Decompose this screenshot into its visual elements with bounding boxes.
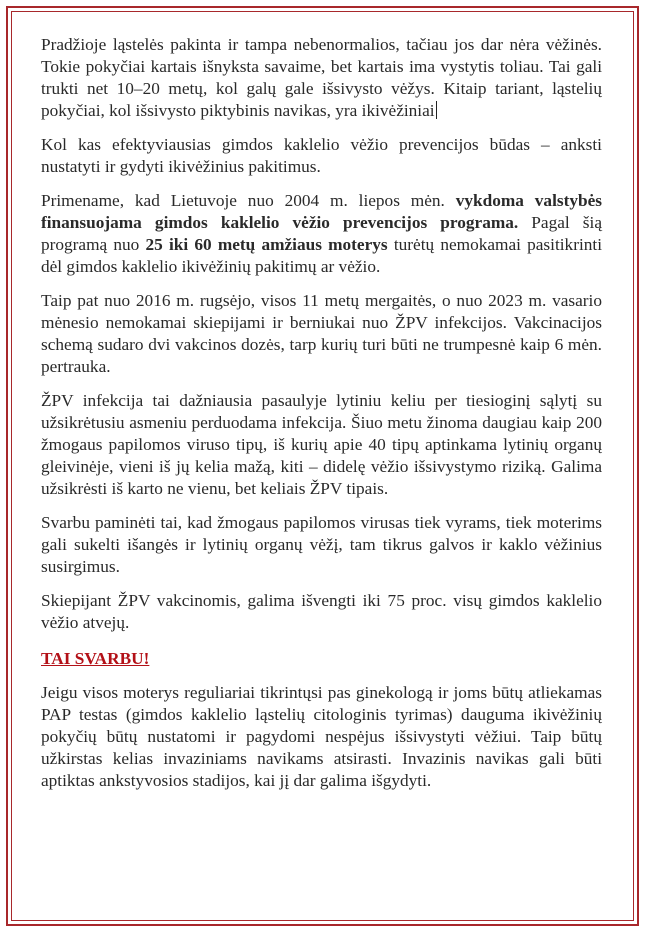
program-bold-name: vykdoma valstybės finansuojama gimdos kaklelio vėžio prevencijos programa. [41,191,602,232]
text-cursor [436,101,437,119]
paragraph-prevention-method: Kol kas efektyviausias gimdos kaklelio vėžio prevencijos būdas – anksti nustatyti ir gydyti ikivėžinius pakitimus. [41,135,602,176]
program-text-part1: Primename, kad Lietuvoje nuo 2004 m. liepos mėn. [41,191,456,210]
paragraph-vaccine-efficacy: Skiepijant ŽPV vakcinomis, galima išvengti iki 75 proc. visų gimdos kaklelio vėžio atvejų. [41,591,602,632]
program-text-part3: turėtų nemokamai pasitikrinti dėl gimdos kaklelio ikivėžinių pakitimų ar vėžio. [41,235,603,276]
important-heading: TAI SVARBU! [41,649,150,668]
program-bold-age: 25 iki 60 metų amžiaus moterys [145,235,388,254]
paragraph-pap-test: Jeigu visos moterys reguliariai tikrintųsi pas ginekologą ir joms būtų atliekamas PAP testas (gimdos kaklelio ląstelių citologinis tyrimas) dauguma ikivėžinių pokyčių būtų nustatomi ir pagydomi nespėjus išsivystyti vėžiui. Taip būtų užkirstas kelias invaziniams navikams atsirasti. Invazinis navikas gali būti aptiktas ankstyvosios stadijos, kai jį dar galima išgydyti. [41,683,602,790]
paragraph-hpv-cancers: Svarbu paminėti tai, kad žmogaus papilomos virusas tiek vyrams, tiek moterims gali sukelti išangės ir lytinių organų vėžį, tam tikrus galvos ir kaklo vėžinius susirgimus. [41,513,602,576]
program-text-part2: Pagal šią programą nuo [41,213,602,254]
paragraph-vaccination: Taip pat nuo 2016 m. rugsėjo, visos 11 metų mergaitės, o nuo 2023 m. vasario mėnesio nemokamai skiepijami ir berniukai nuo ŽPV infekcijos. Vakcinacijos schemą sudaro dvi vakcinos dozės, tarp kurių turi būti ne trumpesnė kaip 6 mėn. pertrauka. [41,291,602,376]
document-body [41,34,602,804]
paragraph-hpv-infection: ŽPV infekcija tai dažniausia pasaulyje lytiniu keliu per tiesioginį sąlytį su užsikrėtusiu asmeniu perduodama infekcija. Šiuo metu žinoma daugiau kaip 200 žmogaus papilomos viruso tipų, iš kurių apie 40 tipų aptinkama lytinių organų gleivinėje, vieni iš jų kelia mažą, kiti – didelę vėžio išsivystymo riziką. Galima užsikrėsti iš karto ne vienu, bet keliais ŽPV tipais. [41,391,602,498]
paragraph-precancer-text: Pradžioje ląstelės pakinta ir tampa nebenormalios, tačiau jos dar nėra vėžinės. Tokie pokyčiai kartais išnyksta savaime, bet kartais ima vystytis toliau. Tai gali trukti net 10–20 metų, kol galų gale išsivysto vėžys. Kitaip tariant, ląstelių pokyčiai, kol išsivysto piktybinis navikas, yra ikivėžiniai [41,35,602,120]
paragraph-screening-program [41,190,602,278]
paragraph-precancer-changes [41,34,602,122]
